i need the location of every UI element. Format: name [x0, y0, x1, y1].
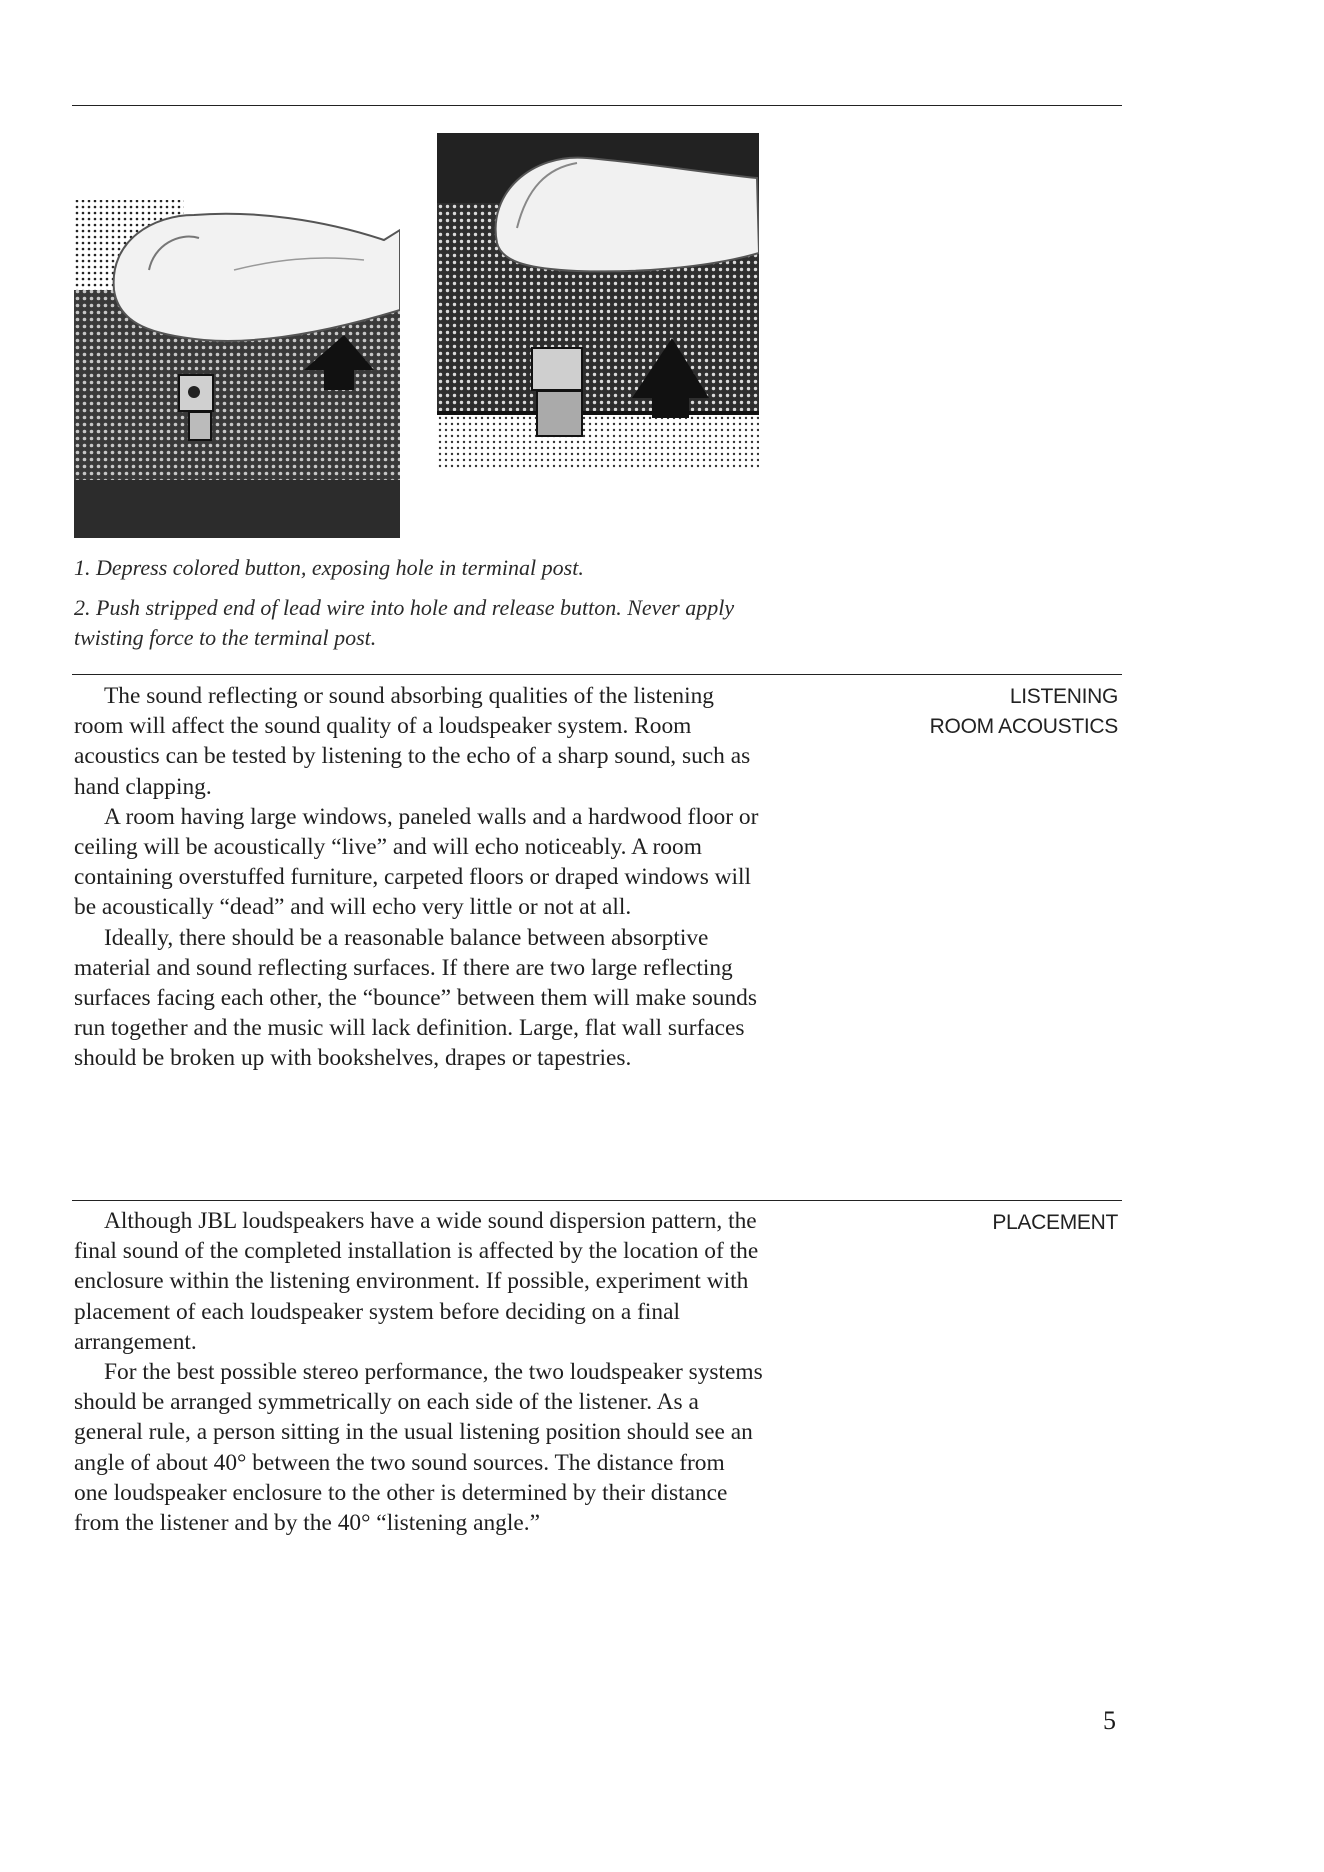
- section-heading-listening-room-acoustics: [930, 682, 1118, 742]
- heading-line: LISTENING: [1009, 685, 1118, 708]
- paragraph: Although JBL loudspeakers have a wide sound dispersion pattern, the final sound of the completed installation is affected by the location of the enclosure within the listening environment. If possible, experiment with placement of each loudspeaker system before deciding on a final arrangement.: [74, 1208, 759, 1355]
- photo-1-image: [74, 120, 400, 538]
- section-rule-placement: [72, 1200, 1122, 1201]
- photo-2-image: [437, 133, 759, 468]
- paragraph: Ideally, there should be a reasonable balance between absorptive material and sound reflecting surfaces. If there are two large reflecting surfaces facing each other, the “bounce” between them will make sounds run together and the music will lack definition. Large, flat wall surfaces should be broken up with bookshelves, drapes or tapestries.: [74, 924, 757, 1072]
- heading-line: PLACEMENT: [992, 1211, 1118, 1234]
- photo-insert-wire: [437, 133, 759, 468]
- paragraph: For the best possible stereo performance, the two loudspeaker systems should be arranged symmetrically on each side of the listener. As a general rule, a person sitting in the usual listening position should see an angle of about 40° between the two sound sources. The distance from one loudspeaker enclosure to the other is determined by their distance from the listener and by the 40° “listening angle.”: [74, 1359, 763, 1537]
- paragraph: A room having large windows, paneled walls and a hardwood floor or ceiling will be acoustically “live” and will echo noticeably. A room containing overstuffed furniture, carpeted floors or draped windows will be acoustically “dead” and will echo very little or not at all.: [74, 803, 759, 921]
- page-number: 5: [1103, 1706, 1116, 1735]
- photo-depress-button: [74, 120, 400, 538]
- heading-line: ROOM ACOUSTICS: [929, 715, 1118, 738]
- top-rule: [72, 105, 1122, 106]
- caption-step-2: 2. Push stripped end of lead wire into hole and release button. Never apply twisting force to the terminal post.: [74, 595, 735, 650]
- section-listening-room-acoustics-body: [74, 681, 764, 1074]
- section-rule-listening: [72, 674, 1122, 675]
- section-placement-body: [74, 1206, 764, 1538]
- figure-captions: [74, 553, 774, 663]
- section-heading-placement: [992, 1208, 1118, 1238]
- paragraph: The sound reflecting or sound absorbing qualities of the listening room will affect the sound quality of a loudspeaker system. Room acoustics can be tested by listening to the echo of a sharp sound, such as hand clapping.: [74, 683, 751, 800]
- caption-step-1: 1. Depress colored button, exposing hole in terminal post.: [74, 555, 584, 580]
